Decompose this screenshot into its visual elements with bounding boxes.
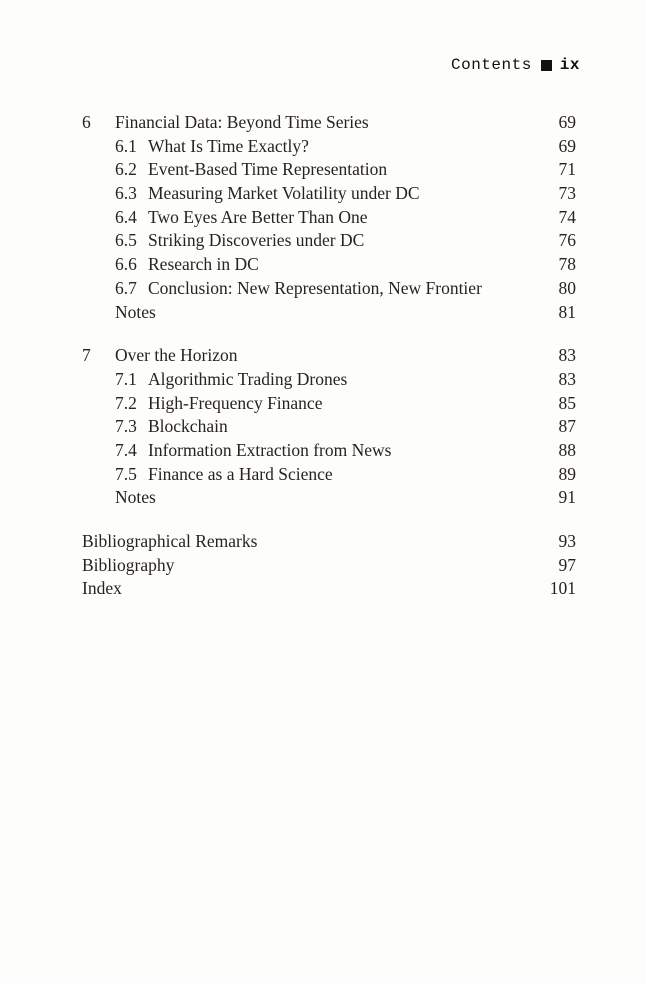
entry-title: Information Extraction from News	[148, 439, 392, 460]
chapter-title: Over the Horizon	[115, 345, 238, 366]
entry-title: Research in DC	[148, 254, 259, 275]
backmatter-page-number: 93	[558, 531, 576, 551]
backmatter-title: Index	[82, 578, 122, 599]
entry-number: 6.1	[115, 135, 137, 156]
notes-page-number: 91	[558, 487, 576, 508]
entry-number: 7.3	[115, 416, 137, 437]
entry-number: 7.4	[115, 439, 137, 460]
entry-page-number: 83	[558, 368, 576, 389]
entry-page-number: 69	[558, 135, 576, 156]
entry-title: What Is Time Exactly?	[148, 135, 309, 156]
entry-page-number: 88	[558, 439, 576, 460]
entry-page-number: 78	[558, 254, 576, 275]
page-folio: ix	[559, 56, 580, 74]
backmatter-row	[82, 530, 576, 554]
backmatter-title: Bibliographical Remarks	[82, 531, 258, 551]
entry-title: Finance as a Hard Science	[148, 463, 333, 484]
entry-number: 6.4	[115, 206, 137, 227]
entry-title: Two Eyes Are Better Than One	[148, 206, 368, 227]
entry-number: 6.5	[115, 230, 137, 251]
entry-number: 7.1	[115, 368, 137, 389]
backmatter-page-number: 97	[558, 554, 576, 575]
backmatter-page-number: 101	[549, 578, 576, 599]
toc-section-6	[82, 111, 576, 324]
chapter-title: Financial Data: Beyond Time Series	[115, 112, 369, 132]
entry-number: 7.2	[115, 392, 137, 413]
toc-entry-row	[82, 253, 576, 277]
entry-number: 6.6	[115, 254, 137, 275]
entry-number: 6.7	[115, 277, 137, 298]
entry-page-number: 85	[558, 392, 576, 413]
chapter-page-number: 69	[558, 112, 576, 132]
toc-entry-row	[82, 439, 576, 463]
entry-page-number: 73	[558, 183, 576, 204]
toc-entry-row	[82, 368, 576, 392]
entry-page-number: 87	[558, 416, 576, 437]
entry-number: 7.5	[115, 463, 137, 484]
toc-notes-row	[82, 486, 576, 510]
toc-entry-row	[82, 277, 576, 301]
entry-title: Event-Based Time Representation	[148, 159, 388, 180]
entry-title: Algorithmic Trading Drones	[148, 368, 348, 389]
entry-page-number: 76	[558, 230, 576, 251]
chapter-page-number: 83	[558, 345, 576, 366]
running-head-title: Contents	[450, 56, 532, 74]
toc-chapter-row	[82, 344, 576, 368]
toc-entry-row	[82, 392, 576, 416]
entry-title: Conclusion: New Representation, New Frontier	[148, 277, 482, 298]
entry-title: Striking Discoveries under DC	[148, 230, 365, 251]
toc-entry-row	[82, 463, 576, 487]
notes-page-number: 81	[558, 301, 576, 322]
entry-page-number: 71	[558, 159, 576, 180]
notes-label: Notes	[115, 487, 156, 508]
entry-page-number: 74	[558, 206, 576, 227]
entry-number: 6.3	[115, 183, 137, 204]
running-head	[0, 56, 580, 74]
toc-entry-row	[82, 158, 576, 182]
notes-label: Notes	[115, 301, 156, 322]
entry-page-number: 89	[558, 463, 576, 484]
square-bullet-icon	[541, 60, 552, 71]
toc-chapter-row	[82, 111, 576, 135]
toc-notes-row	[82, 301, 576, 325]
backmatter-row	[82, 554, 576, 578]
entry-number: 6.2	[115, 159, 137, 180]
toc-entry-row	[82, 415, 576, 439]
entry-title: Measuring Market Volatility under DC	[148, 183, 420, 204]
toc-section-7	[82, 344, 576, 510]
toc-entry-row	[82, 206, 576, 230]
table-of-contents	[82, 111, 576, 601]
toc-entry-row	[82, 182, 576, 206]
backmatter-title: Bibliography	[82, 554, 175, 575]
toc-entry-row	[82, 135, 576, 159]
backmatter-row	[82, 577, 576, 601]
entry-title: High-Frequency Finance	[148, 392, 323, 413]
toc-back-matter	[82, 530, 576, 601]
chapter-number: 6	[82, 112, 91, 132]
entry-page-number: 80	[558, 277, 576, 298]
chapter-number: 7	[82, 345, 91, 366]
entry-title: Blockchain	[148, 416, 228, 437]
toc-entry-row	[82, 229, 576, 253]
